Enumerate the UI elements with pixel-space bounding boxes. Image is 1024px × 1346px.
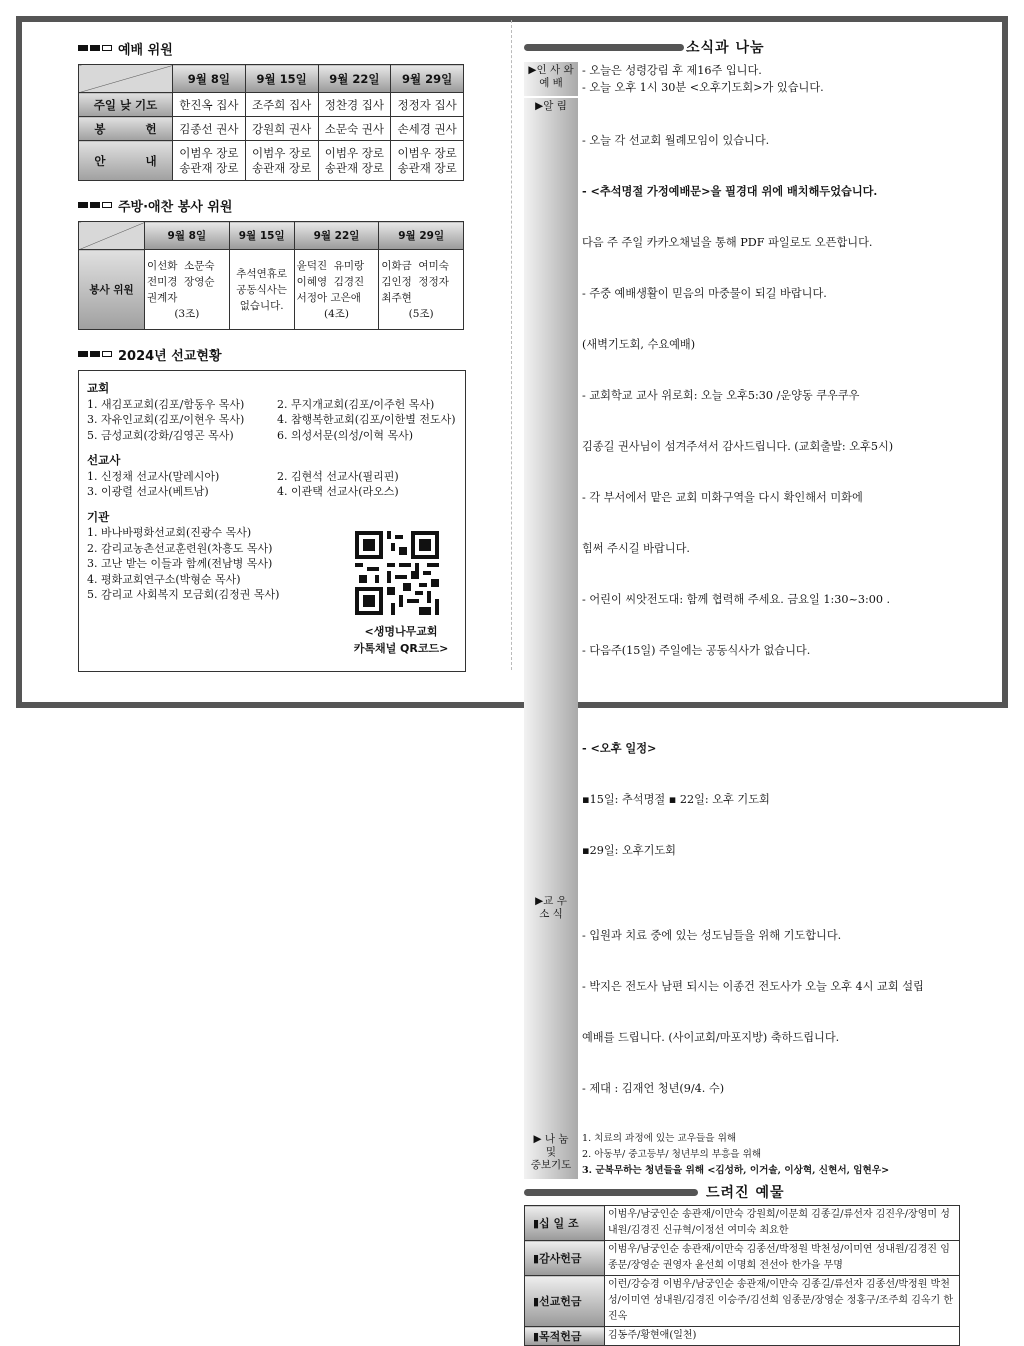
news-title: 소식과 나눔	[524, 38, 984, 56]
kitchen-cell: 이화금 여미숙 김인정 정정자 최주현 (5조)	[379, 250, 464, 330]
offering-kind: ▮목적헌금	[525, 1327, 605, 1346]
org-item: 2. 감리교농촌선교훈련원(차흥도 목사)	[87, 541, 273, 555]
page-fold-divider	[511, 20, 512, 670]
news-label: ▶인 사 와 예 배	[524, 62, 578, 96]
news-label: ▶ 나 눔 및 중보기도	[524, 1131, 578, 1179]
worship-cell: 강원희 권사	[245, 117, 318, 141]
offering-names: 김동주/황현애(일천)	[605, 1327, 960, 1346]
worship-cell: 정찬경 집사	[318, 93, 391, 117]
right-column	[524, 30, 984, 1346]
offering-names: 이범우/남궁인순 송관재/이만숙 김종선/박정원 박천성/이미연 성내원/김경진 임종문/장영순 권영자 윤선희 이명희 전선아 한가을 무명	[605, 1241, 960, 1276]
worship-role: 안 내	[79, 141, 173, 181]
mission-section-title: 2024년 선교현황	[78, 344, 488, 364]
org-item: 1. 바나바평화선교회(진광수 목사)	[87, 526, 252, 539]
org-item: 3. 고난 받는 이들과 함께(전남병 목사)	[87, 557, 273, 570]
offering-kind: ▮선교헌금	[525, 1276, 605, 1327]
news-section-members: ▶교 우 소 식 - 입원과 치료 중에 있는 성도님들을 위해 기도합니다. - 박지은 전도사 남편 되시는 이종건 전도사가 오늘 오후 4시 교회 설립 예배를 드립니다. (사이교회/마포지방) 축하드립니다. - 제대 : 김재언 청년(9/4. 수)	[524, 893, 984, 1131]
kitchen-date: 9월 15일	[229, 222, 294, 250]
church-row: 5. 금성교회(강화/김영곤 목사) 6. 의성서문(의성/이혁 목사)	[87, 428, 414, 442]
kitchen-date: 9월 29일	[379, 222, 464, 250]
worship-date: 9월 15일	[245, 65, 318, 93]
offering-title: 드려진 예물	[524, 1183, 984, 1201]
worship-date: 9월 8일	[173, 65, 246, 93]
org-item: 5. 감리교 사회복지 모금회(김정권 목사)	[87, 588, 280, 601]
worship-cell: 손세경 권사	[391, 117, 464, 141]
missionary-row: 1. 신정채 선교사(말레시아) 2. 김현석 선교사(필리핀)	[87, 469, 399, 483]
worship-cell: 이범우 장로 송관재 장로	[245, 141, 318, 181]
kitchen-table	[78, 221, 464, 330]
news-section-prayer: ▶ 나 눔 및 중보기도 1. 치료의 과정에 있는 교우들을 위해 2. 아동부/ 중고등부/ 청년부의 부흥을 위해 3. 군복무하는 청년들을 위해 <김성하, 이거솔, 이상혁, 신현서, 임현우>	[524, 1131, 984, 1179]
worship-role: 봉 헌	[79, 117, 173, 141]
missionary-heading: 선교사	[87, 453, 121, 467]
offering-kind: ▮십 일 조	[525, 1206, 605, 1241]
kitchen-cell: 윤덕진 유미랑 이혜영 김경진 서정아 고은애 (4조)	[294, 250, 379, 330]
news-label: ▶교 우 소 식	[524, 893, 578, 1131]
missionary-row: 3. 이광렬 선교사(베트남) 4. 이관택 선교사(라오스)	[87, 485, 399, 498]
worship-cell: 이범우 장로 송관재 장로	[391, 141, 464, 181]
worship-date: 9월 29일	[391, 65, 464, 93]
news-section-notice: ▶알 림 - 오늘 각 선교회 월례모임이 있습니다. - <추석명절 가정예배문>을 필경대 위에 배치해두었습니다. 다음 주 주일 카카오채널을 통해 PDF 파일로도 오픈합니다. - 주중 예배생활이 믿음의 마중물이 되길 바랍니다. (새벽기도회, 수요예배) - 교회학교 교사 위로회: 오늘 오후5:30 /운양동 쿠우쿠우 김종길 권사님이 섬겨주셔서 감사드립니다. (교회출발: 오후5시) - 각 부서에서 맡은 교회 미화구역을 다시 확인해서 미화에 힘써 주시길 바랍니다. - 어린이 씨앗전도대: 함께 협력해 주세요. 금요일 1:30~3:00 . - 다음주(15일) 주일에는 공동식사가 없습니다. - <오후 일정> ▪15일: 추석명절 ▪ 22일: 오후 기도회 ▪29일: 오후기도회	[524, 98, 984, 893]
kitchen-role: 봉사 위원	[79, 250, 145, 330]
offering-table	[524, 1205, 960, 1346]
kitchen-cell: 추석연휴로 공동식사는 없습니다.	[229, 250, 294, 330]
worship-role: 주일 낮 기도	[79, 93, 173, 117]
worship-cell: 조주희 집사	[245, 93, 318, 117]
church-row: 3. 자유인교회(김포/이현우 목사) 4. 참행복한교회(김포/이한별 전도사)	[87, 413, 456, 426]
worship-cell: 김종선 권사	[173, 117, 246, 141]
kitchen-table-corner	[79, 222, 145, 250]
kitchen-cell: 이선화 소문숙 전미경 장영순 권계자 (3조)	[145, 250, 230, 330]
worship-cell: 이범우 장로 송관재 장로	[318, 141, 391, 181]
kitchen-section-title: 주방·애찬 봉사 위원	[78, 195, 488, 215]
org-heading: 기관	[87, 509, 110, 524]
offering-names: 이범우/남궁인순 송관재/이만숙 강원희/이문희 김종길/류선자 김진우/장영미 성내원/김경진 신규혁/이정선 여미숙 최요한	[605, 1206, 960, 1241]
offering-kind: ▮감사헌금	[525, 1241, 605, 1276]
org-item: 4. 평화교회연구소(박형순 목사)	[87, 572, 241, 586]
qr-caption: <생명나무교회 카톡채널 QR코드>	[353, 625, 449, 655]
worship-cell: 소문숙 권사	[318, 117, 391, 141]
worship-cell: 이범우 장로 송관재 장로	[173, 141, 246, 181]
left-column	[78, 38, 488, 672]
worship-cell: 한진옥 집사	[173, 93, 246, 117]
news-section-greeting: ▶인 사 와 예 배 - 오늘은 성령강림 후 제16주 입니다. - 오늘 오후 1시 30분 <오후기도회>가 있습니다.	[524, 62, 984, 96]
kitchen-date: 9월 22일	[294, 222, 379, 250]
kitchen-date: 9월 8일	[145, 222, 230, 250]
offering-names: 이런/강승경 이범우/남궁인순 송관재/이만숙 김종길/류선자 김종선/박정원 박천성/이미연 성내원/김경진 이승주/김선희 임종문/장영순 정홍구/조주희 김옥기 한진옥	[605, 1276, 960, 1327]
qr-code-icon[interactable]	[355, 531, 439, 615]
worship-date: 9월 22일	[318, 65, 391, 93]
church-row: 1. 새김포교회(김포/함동우 목사) 2. 무지개교회(김포/이주헌 목사)	[87, 397, 435, 411]
church-heading: 교회	[87, 381, 110, 395]
worship-table-corner	[79, 65, 173, 93]
news-label: ▶알 림	[524, 98, 578, 893]
worship-cell: 정정자 집사	[391, 93, 464, 117]
worship-table	[78, 64, 464, 181]
worship-section-title: 예배 위원	[78, 38, 488, 58]
mission-box	[78, 370, 466, 672]
